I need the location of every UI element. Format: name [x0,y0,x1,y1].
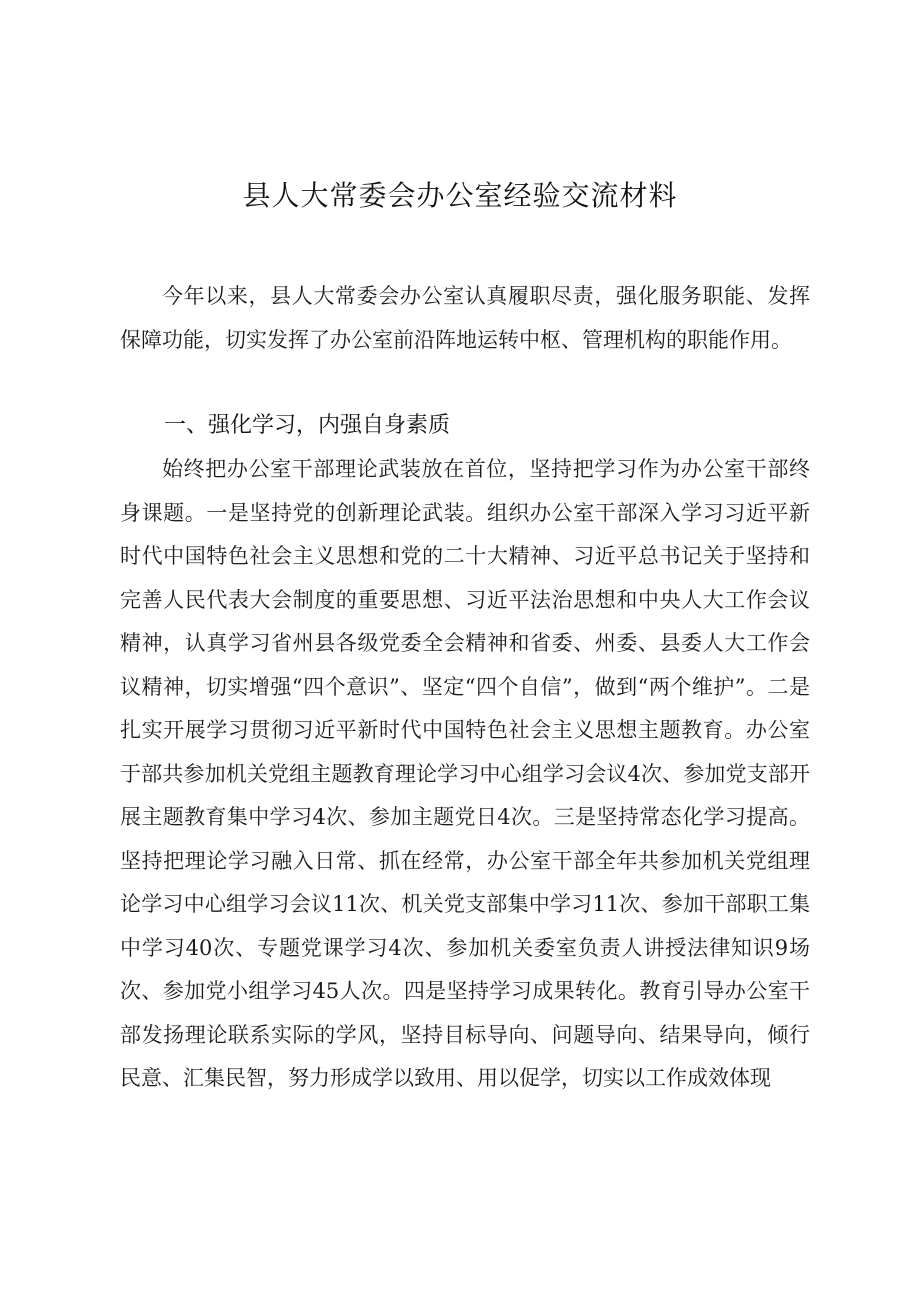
section-paragraph: 始终把办公室干部理论武装放在首位，坚持把学习作为办公室干部终身课题。一是坚持党的创新理论武装。组织办公室干部深入学习习近平新时代中国特色社会主义思想和党的二十大精神、习近平总书记关于坚持和完善人民代表大会制度的重要思想、习近平法治思想和中央人大工作会议精神，认真学习省州县各级党委全会精神和省委、州委、县委人大工作会议精神，切实增强“四个意识”、坚定“四个自信”，做到“两个维护”。二是扎实开展学习贯彻习近平新时代中国特色社会主义思想主题教育。办公室于部共参加机关党组主题教育理论学习中心组学习会议4次、参加党支部开展主题教育集中学习4次、参加主题党日4次。三是坚持常态化学习提高。坚持把理论学习融入日常、抓在经常，办公室干部全年共参加机关党组理论学习中心组学习会议11次、机关党支部集中学习11次、参加干部职工集中学习40次、专题党课学习4次、参加机关委室负责人讲授法律知识9场次、参加党小组学习45人次。四是坚持学习成果转化。教育引导办公室干部发扬理论联系实际的学风，坚持目标导向、问题导向、结果导向，倾行民意、汇集民智，努力形成学以致用、用以促学，切实以工作成效体现 [120,457,810,1090]
document-title: 县人大常委会办公室经验交流材料 [242,179,678,212]
intro-paragraph: 今年以来，县人大常委会办公室认真履职尽责，强化服务职能、发挥保障功能，切实发挥了办公室前沿阵地运转中枢、管理机构的职能作用。 [120,284,810,352]
section-heading: 一、强化学习，内强自身素质 [164,413,451,438]
